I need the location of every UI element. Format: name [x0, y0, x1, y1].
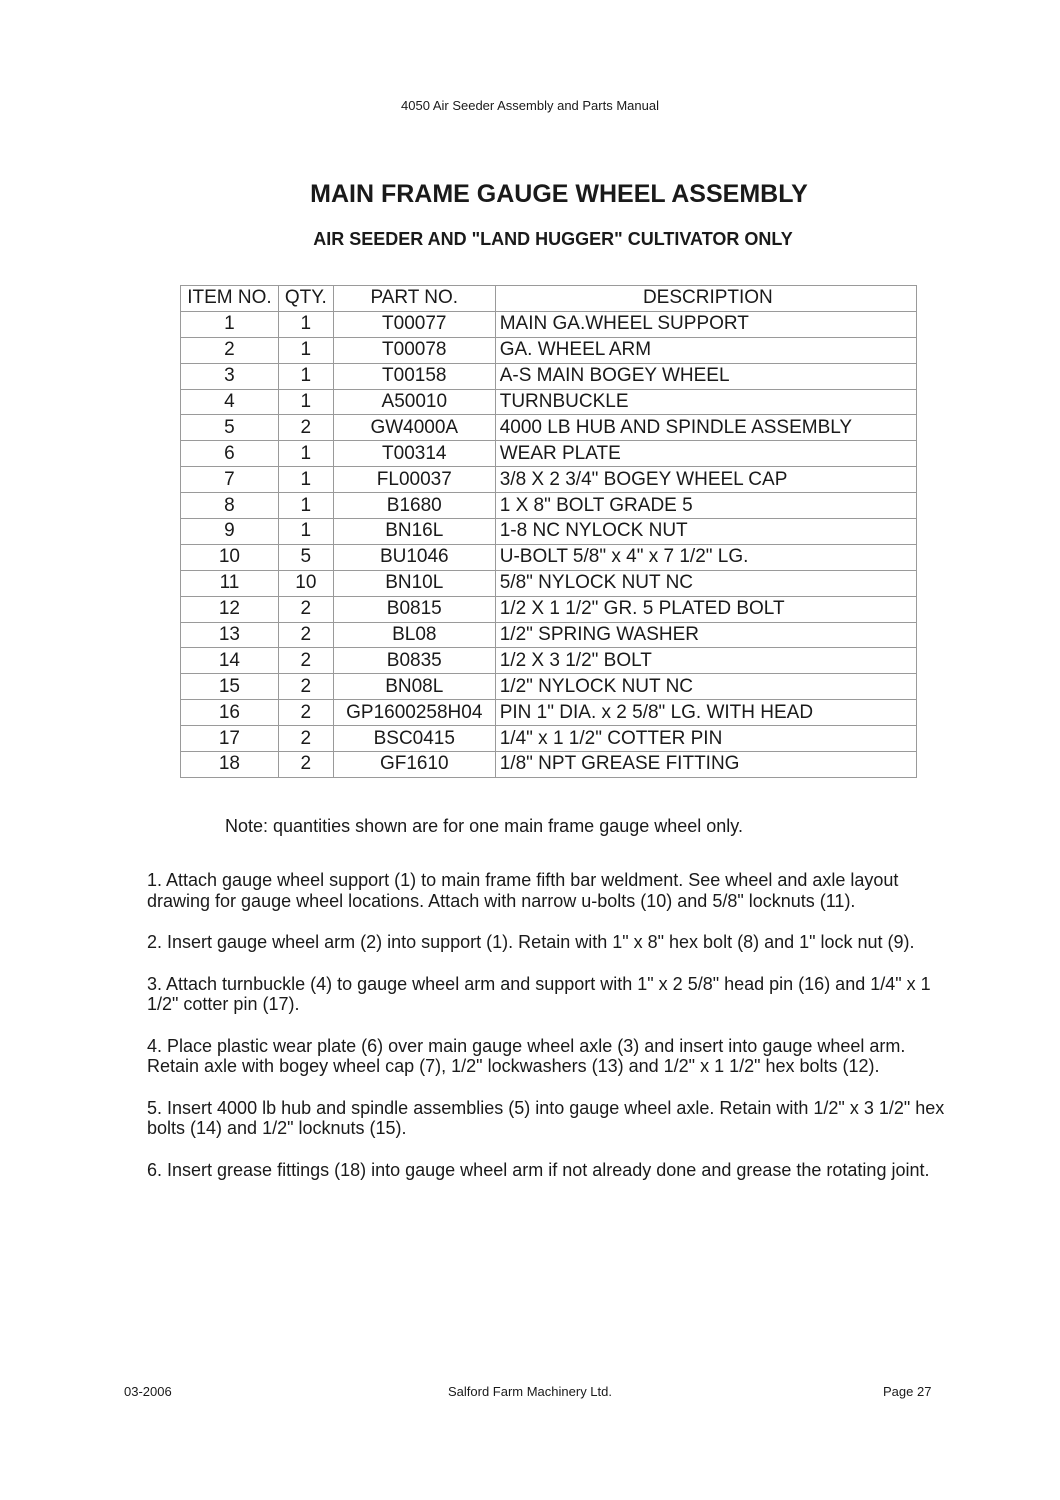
- part-number-cell: GF1610: [333, 752, 495, 778]
- step-5: 5. Insert 4000 lb hub and spindle assemblies (5) into gauge wheel axle. Retain with 1/2" x 3 1/2" hex bolts (14) and 1/2" locknuts (15).: [147, 1097, 945, 1138]
- quantity-cell: 2: [278, 622, 333, 648]
- quantity-cell: 1: [278, 311, 333, 337]
- item-number-cell: 2: [181, 337, 279, 363]
- quantity-cell: 1: [278, 519, 333, 545]
- footer-date: 03-2006: [124, 1384, 172, 1399]
- table-row: [181, 363, 917, 389]
- description-cell: 5/8" NYLOCK NUT NC: [495, 570, 916, 596]
- description-cell: U-BOLT 5/8" x 4" x 7 1/2" LG.: [495, 544, 916, 570]
- table-row: [181, 596, 917, 622]
- quantity-cell: 2: [278, 726, 333, 752]
- item-number-cell: 8: [181, 493, 279, 519]
- item-number-cell: 3: [181, 363, 279, 389]
- part-number-cell: GP1600258H04: [333, 700, 495, 726]
- part-number-cell: BN16L: [333, 519, 495, 545]
- quantity-cell: 1: [278, 467, 333, 493]
- quantity-cell: 2: [278, 648, 333, 674]
- page-header: 4050 Air Seeder Assembly and Parts Manual: [401, 98, 659, 113]
- part-number-cell: T00314: [333, 441, 495, 467]
- table-row: [181, 544, 917, 570]
- description-cell: 1/2 X 3 1/2" BOLT: [495, 648, 916, 674]
- table-row: [181, 648, 917, 674]
- item-number-cell: 13: [181, 622, 279, 648]
- item-number-cell: 1: [181, 311, 279, 337]
- part-number-cell: B1680: [333, 493, 495, 519]
- description-cell: WEAR PLATE: [495, 441, 916, 467]
- part-number-cell: BSC0415: [333, 726, 495, 752]
- table-row: [181, 752, 917, 778]
- item-number-cell: 6: [181, 441, 279, 467]
- description-cell: 1 X 8" BOLT GRADE 5: [495, 493, 916, 519]
- parts-table-body: [181, 311, 917, 777]
- step-6: 6. Insert grease fittings (18) into gauge wheel arm if not already done and grease the rotating joint.: [147, 1159, 930, 1180]
- col-header-description: DESCRIPTION: [495, 286, 916, 312]
- description-cell: 4000 LB HUB AND SPINDLE ASSEMBLY: [495, 415, 916, 441]
- description-cell: TURNBUCKLE: [495, 389, 916, 415]
- quantity-cell: 1: [278, 389, 333, 415]
- quantity-cell: 1: [278, 363, 333, 389]
- step-2: 2. Insert gauge wheel arm (2) into support (1). Retain with 1" x 8" hex bolt (8) and 1" lock nut (9).: [147, 932, 915, 952]
- page-title: MAIN FRAME GAUGE WHEEL ASSEMBLY: [310, 180, 808, 208]
- quantity-cell: 10: [278, 570, 333, 596]
- table-row: [181, 467, 917, 493]
- item-number-cell: 7: [181, 467, 279, 493]
- item-number-cell: 16: [181, 700, 279, 726]
- table-row: [181, 622, 917, 648]
- table-row: [181, 700, 917, 726]
- col-header-item: ITEM NO.: [181, 286, 279, 312]
- part-number-cell: BL08: [333, 622, 495, 648]
- item-number-cell: 15: [181, 674, 279, 700]
- description-cell: 1/4" x 1 1/2" COTTER PIN: [495, 726, 916, 752]
- description-cell: 1/8" NPT GREASE FITTING: [495, 752, 916, 778]
- description-cell: 1/2" NYLOCK NUT NC: [495, 674, 916, 700]
- footer-page-number: Page 27: [883, 1384, 932, 1399]
- description-cell: 1/2 X 1 1/2" GR. 5 PLATED BOLT: [495, 596, 916, 622]
- table-row: [181, 519, 917, 545]
- item-number-cell: 10: [181, 544, 279, 570]
- part-number-cell: FL00037: [333, 467, 495, 493]
- item-number-cell: 18: [181, 752, 279, 778]
- item-number-cell: 14: [181, 648, 279, 674]
- item-number-cell: 11: [181, 570, 279, 596]
- description-cell: 1-8 NC NYLOCK NUT: [495, 519, 916, 545]
- quantity-cell: 5: [278, 544, 333, 570]
- quantity-cell: 2: [278, 700, 333, 726]
- quantity-cell: 1: [278, 337, 333, 363]
- footer-company: Salford Farm Machinery Ltd.: [447, 1384, 612, 1399]
- table-row: [181, 674, 917, 700]
- part-number-cell: GW4000A: [333, 415, 495, 441]
- table-row: [181, 726, 917, 752]
- table-header-row: [181, 286, 917, 312]
- page-subtitle: AIR SEEDER AND "LAND HUGGER" CULTIVATOR ONLY: [313, 229, 793, 249]
- quantity-note: Note: quantities shown are for one main frame gauge wheel only.: [225, 816, 743, 836]
- part-number-cell: B0815: [333, 596, 495, 622]
- step-3: 3. Attach turnbuckle (4) to gauge wheel arm and support with 1" x 2 5/8" head pin (16) and 1/4" x 1 1/2" cotter pin (17).: [147, 973, 931, 1014]
- part-number-cell: BU1046: [333, 544, 495, 570]
- part-number-cell: T00078: [333, 337, 495, 363]
- item-number-cell: 9: [181, 519, 279, 545]
- item-number-cell: 5: [181, 415, 279, 441]
- table-row: [181, 441, 917, 467]
- description-cell: GA. WHEEL ARM: [495, 337, 916, 363]
- part-number-cell: T00158: [333, 363, 495, 389]
- part-number-cell: BN08L: [333, 674, 495, 700]
- table-row: [181, 389, 917, 415]
- step-1: 1. Attach gauge wheel support (1) to main frame fifth bar weldment. See wheel and axle layout drawing for gauge wheel locations. Attach with narrow u-bolts (10) and 5/8" locknuts (11).: [147, 870, 899, 911]
- table-row: [181, 337, 917, 363]
- item-number-cell: 17: [181, 726, 279, 752]
- description-cell: 1/2" SPRING WASHER: [495, 622, 916, 648]
- quantity-cell: 2: [278, 596, 333, 622]
- description-cell: PIN 1" DIA. x 2 5/8" LG. WITH HEAD: [495, 700, 916, 726]
- item-number-cell: 12: [181, 596, 279, 622]
- assembly-steps: [147, 870, 947, 1201]
- part-number-cell: BN10L: [333, 570, 495, 596]
- table-row: [181, 493, 917, 519]
- col-header-qty: QTY.: [278, 286, 333, 312]
- quantity-cell: 2: [278, 415, 333, 441]
- quantity-cell: 1: [278, 493, 333, 519]
- step-4: 4. Place plastic wear plate (6) over main gauge wheel axle (3) and insert into gauge wheel arm. Retain axle with bogey wheel cap (7), 1/2" lockwashers (13) and 1/2" x 1 1/2" hex bolts (12).: [147, 1035, 906, 1076]
- quantity-cell: 2: [278, 674, 333, 700]
- part-number-cell: B0835: [333, 648, 495, 674]
- description-cell: MAIN GA.WHEEL SUPPORT: [495, 311, 916, 337]
- part-number-cell: A50010: [333, 389, 495, 415]
- description-cell: 3/8 X 2 3/4" BOGEY WHEEL CAP: [495, 467, 916, 493]
- part-number-cell: T00077: [333, 311, 495, 337]
- item-number-cell: 4: [181, 389, 279, 415]
- col-header-part: PART NO.: [333, 286, 495, 312]
- table-row: [181, 415, 917, 441]
- parts-table: [180, 285, 917, 778]
- description-cell: A-S MAIN BOGEY WHEEL: [495, 363, 916, 389]
- table-row: [181, 311, 917, 337]
- table-row: [181, 570, 917, 596]
- quantity-cell: 2: [278, 752, 333, 778]
- quantity-cell: 1: [278, 441, 333, 467]
